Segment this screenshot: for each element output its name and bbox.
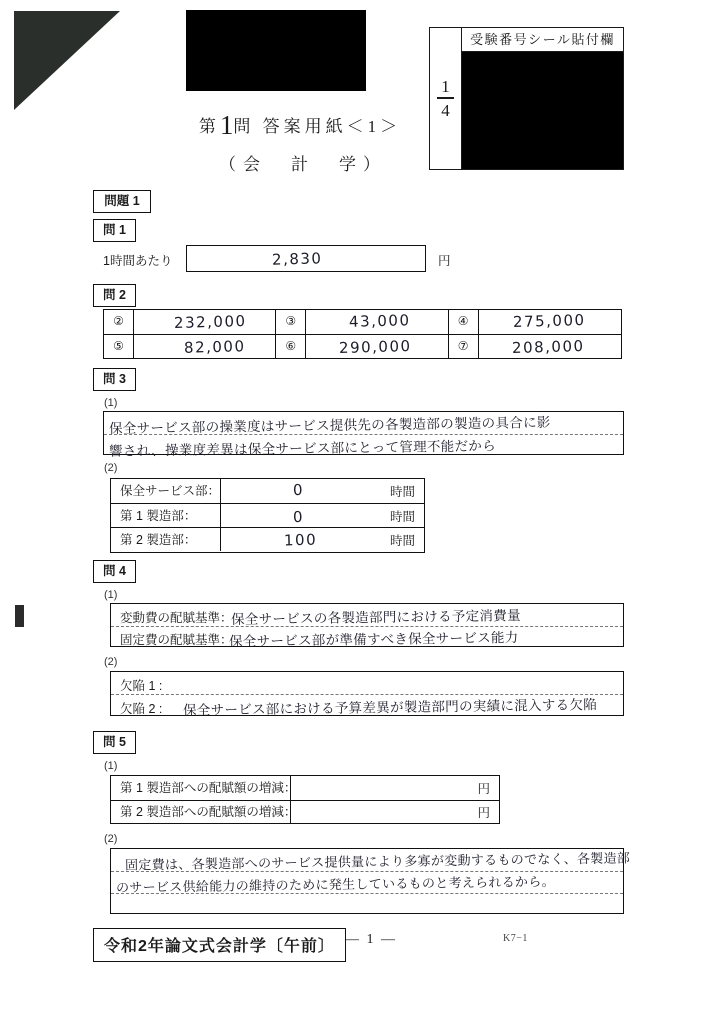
- q5-row1-unit: 円: [477, 782, 490, 796]
- side-registration-mark: [15, 605, 24, 627]
- q5-sub2-box[interactable]: [110, 848, 631, 914]
- q1-unit-label: 円: [438, 254, 451, 268]
- page-title: [150, 110, 450, 175]
- q2-cell-5[interactable]: [134, 335, 276, 359]
- q5-sub2-line2-row: [111, 871, 623, 897]
- q2-value-7: 208,000: [511, 336, 585, 357]
- table-row: [111, 626, 623, 651]
- table-row: [104, 310, 621, 334]
- q3-sub2-number: (2): [104, 462, 118, 474]
- q2-key-3: ③: [276, 310, 306, 334]
- q3-row1-value-cell[interactable]: [221, 479, 390, 503]
- q4-sub2-number: (2): [104, 656, 118, 668]
- q2-value-5: 82,000: [183, 336, 246, 357]
- q4-sub2-box[interactable]: [110, 671, 624, 719]
- table-row: [111, 776, 499, 800]
- exam-number-sticker-label: 受験番号シール貼付欄: [462, 28, 623, 52]
- q3-row3-label: 第 2 製造部：: [111, 528, 221, 551]
- q5-sub2-line1-row: [111, 849, 631, 874]
- q1-field-label: 1時間あたり: [103, 254, 173, 268]
- q1-answer-value: 2,830: [271, 249, 323, 269]
- q5-sub2-line2: のサービス供給能力の維持のために発生しているものと考えられるから。: [115, 874, 556, 897]
- page-fraction-denominator: 4: [441, 100, 450, 120]
- q4-sub1-number: (1): [104, 589, 118, 601]
- q3-row2-unit: 時間: [389, 509, 415, 524]
- footer-code: K7−1: [503, 933, 528, 944]
- q3-sub1-line1: 保全サービス部の操業度はサービス提供先の各製造部の製造の具合に影: [108, 414, 551, 438]
- q3-sub1-number: (1): [104, 397, 118, 409]
- q3-sub2-table: [110, 478, 425, 553]
- q3-row3-unit: 時間: [389, 533, 415, 548]
- q4-row2-value: 保全サービス部が準備すべき保全サービス能力: [228, 629, 519, 651]
- section-label-q2: 問 2: [93, 284, 136, 307]
- q2-key-5: ⑤: [104, 335, 134, 359]
- q3-row2-value: 0: [292, 507, 305, 527]
- q4-sub1-box[interactable]: [110, 603, 624, 651]
- q3-row3-value-cell[interactable]: [221, 528, 390, 551]
- q3-sub1-answer-box[interactable]: [103, 411, 624, 460]
- table-row: [111, 694, 623, 719]
- page-subject: （会 計 学）: [219, 155, 387, 174]
- page-title-main: [150, 110, 450, 141]
- section-label-mondai1: 問題 1: [93, 190, 151, 213]
- title-prefix: 第: [198, 117, 220, 136]
- q2-value-2: 232,000: [173, 311, 247, 333]
- q5-sub2-line1: 固定費は、各製造部へのサービス提供量により多寡が変動するものでなく、各製造部: [124, 851, 631, 874]
- q2-value-4: 275,000: [512, 310, 586, 332]
- table-row: [111, 503, 424, 527]
- section-label-q5: 問 5: [93, 731, 136, 754]
- q5-sub1-number: (1): [104, 760, 118, 772]
- footer-exam-name: 令和2年論文式会計学〔午前〕: [93, 928, 346, 962]
- q3-sub1-line1-row: [104, 412, 623, 438]
- q2-answer-grid: [103, 309, 622, 359]
- section-label-q3: 問 3: [93, 368, 136, 391]
- q4-defect2-label: 欠陥 2 :: [120, 702, 163, 716]
- q5-row1-label: 第 1 製造部への配賦額の増減：: [111, 776, 291, 800]
- q5-row2-value-cell[interactable]: [291, 801, 477, 823]
- q2-key-6: ⑥: [276, 335, 306, 359]
- section-label-q1: 問 1: [93, 219, 136, 242]
- exam-number-box: [429, 27, 624, 170]
- q2-cell-4[interactable]: [479, 310, 621, 334]
- q3-row2-label: 第 1 製造部：: [111, 504, 221, 527]
- q2-cell-3[interactable]: [306, 310, 448, 334]
- page-fraction-numerator: 1: [441, 77, 450, 97]
- q4-row2-label: 固定費の配賦基準：: [120, 633, 233, 647]
- table-row: [104, 334, 621, 359]
- q5-sub2-line3-row: [111, 893, 623, 913]
- q3-row1-unit: 時間: [389, 485, 415, 499]
- q3-sub1-line2-row: [104, 434, 623, 460]
- q3-row2-value-cell[interactable]: [221, 504, 390, 527]
- q4-defect1-label: 欠陥 1 :: [120, 679, 163, 693]
- q2-cell-7[interactable]: [479, 335, 621, 359]
- corner-registration-mark: [14, 11, 120, 110]
- table-row: [111, 604, 623, 629]
- q2-key-2: ②: [104, 310, 134, 334]
- title-suffix: 問 答案用紙＜1＞: [233, 117, 402, 136]
- q3-row1-label: 保全サービス部：: [111, 479, 221, 503]
- q3-row3-value: 100: [283, 530, 318, 550]
- q4-row1-value: 保全サービスの各製造部門における予定消費量: [230, 607, 521, 629]
- exam-number-sticker-area: [462, 28, 623, 169]
- title-number: 1: [219, 110, 234, 140]
- table-row: [111, 672, 623, 694]
- q2-value-6: 290,000: [338, 336, 413, 357]
- q2-key-7: ⑦: [449, 335, 479, 359]
- table-row: [111, 527, 424, 551]
- footer-page-number: — 1 —: [345, 932, 397, 947]
- q4-row1-label: 変動費の配賦基準：: [120, 611, 233, 625]
- q5-sub2-number: (2): [104, 833, 118, 845]
- table-row: [111, 479, 424, 503]
- q5-row2-label: 第 2 製造部への配賦額の増減：: [111, 801, 291, 823]
- q5-row1-value-cell[interactable]: [291, 776, 477, 800]
- table-row: [111, 800, 499, 823]
- q2-cell-2[interactable]: [134, 310, 276, 334]
- q2-value-3: 43,000: [348, 311, 411, 331]
- q2-cell-6[interactable]: [306, 335, 448, 359]
- redaction-block-top: [186, 10, 366, 91]
- q5-row2-unit: 円: [477, 806, 490, 820]
- section-label-q4: 問 4: [93, 560, 136, 583]
- q4-defect2-value: 保全サービス部における予算差異が製造部門の実績に混入する欠陥: [182, 697, 598, 719]
- q5-sub1-table: [110, 775, 500, 824]
- q1-answer-field[interactable]: [186, 245, 426, 272]
- exam-number-sticker-redaction: [462, 52, 623, 169]
- q3-row1-value: 0: [292, 480, 305, 500]
- q3-sub1-line2: 響され、操業度差異は保全サービス部にとって管理不能だから: [108, 438, 497, 460]
- q2-key-4: ④: [449, 310, 479, 334]
